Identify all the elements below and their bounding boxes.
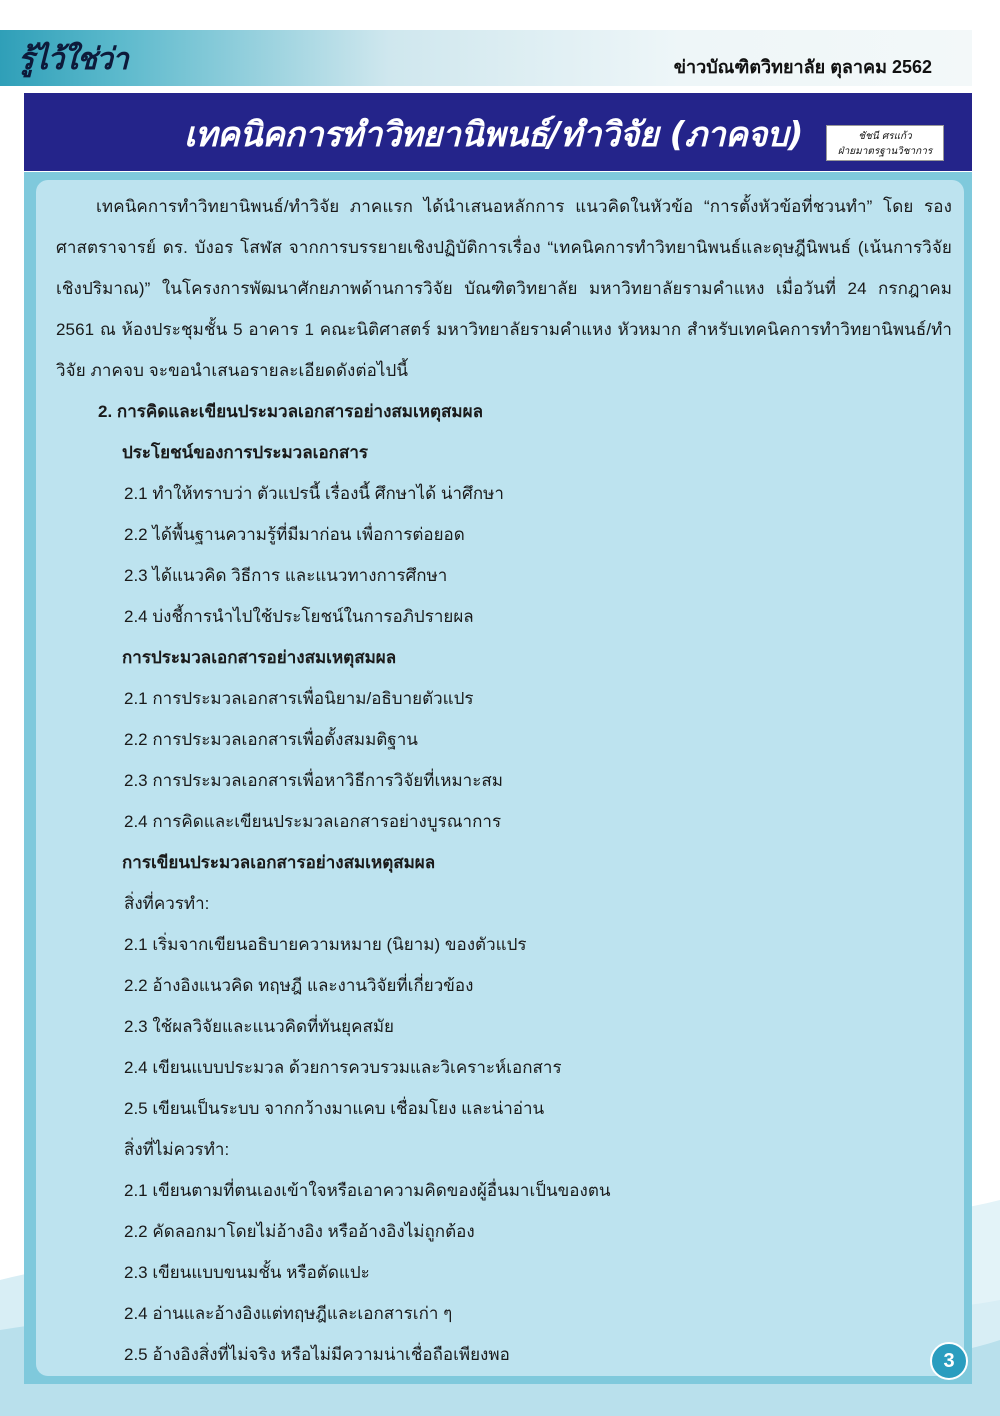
dont-label: สิ่งที่ไม่ควรทำ:: [124, 1140, 230, 1159]
column-brand: รู้ไว้ใช่ว่า: [18, 42, 128, 77]
intro-paragraph: เทคนิคการทำวิทยานิพนธ์/ทำวิจัย ภาคแรก ได้นำเสนอหลักการ แนวคิดในหัวข้อ “การตั้งหัวข้อที่ชวนทำ” โดย รองศาสตราจารย์ ดร. บังอร โสฬส จากการบรรยายเชิงปฏิบัติการเรื่อง “เทคนิคการทำวิทยานิพนธ์และดุษฎีนิพนธ์ (เน้นการวิจัยเชิงปริมาณ)” ในโครงการพัฒนาศักยภาพด้านการวิจัย บัณฑิตวิทยาลัย มหาวิทยาลัยรามคำแหง เมื่อวันที่ 24 กรกฎาคม 2561 ณ ห้องประชุมชั้น 5 อาคาร 1 คณะนิติศาสตร์ มหาวิทยาลัยรามคำแหง หัวหมาก สำหรับเทคนิคการทำวิทยานิพนธ์/ทำวิจัย ภาคจบ จะขอนำเสนอรายละเอียดดังต่อไปนี้: [56, 197, 952, 380]
author-department: ฝ่ายมาตรฐานวิชาการ: [837, 146, 933, 157]
reasoned-heading: การประมวลเอกสารอย่างสมเหตุสมผล: [122, 648, 397, 667]
list-item: 2.1 เริ่มจากเขียนอธิบายความหมาย (นิยาม) ของตัวแปร: [124, 935, 527, 954]
section-heading: 2. การคิดและเขียนประมวลเอกสารอย่างสมเหตุสมผล: [98, 402, 484, 421]
list-item: 2.1 เขียนตามที่ตนเองเข้าใจหรือเอาความคิดของผู้อื่นมาเป็นของตน: [124, 1181, 611, 1200]
list-item: 2.2 ได้พื้นฐานความรู้ที่มีมาก่อน เพื่อการต่อยอด: [124, 525, 465, 544]
list-item: 2.2 การประมวลเอกสารเพื่อตั้งสมมติฐาน: [124, 730, 418, 749]
list-item: 2.5 อ้างอิงสิ่งที่ไม่จริง หรือไม่มีความน่าเชื่อถือเพียงพอ: [124, 1345, 510, 1364]
list-item: 2.5 เขียนเป็นระบบ จากกว้างมาแคบ เชื่อมโยง และน่าอ่าน: [124, 1099, 545, 1118]
list-item: 2.3 การประมวลเอกสารเพื่อหาวิธีการวิจัยที่เหมาะสม: [124, 771, 503, 790]
list-item: 2.4 เขียนแบบประมวล ด้วยการควบรวมและวิเคราะห์เอกสาร: [124, 1058, 562, 1077]
list-item: 2.3 ได้แนวคิด วิธีการ และแนวทางการศึกษา: [124, 566, 448, 585]
list-item: 2.2 คัดลอกมาโดยไม่อ้างอิง หรืออ้างอิงไม่ถูกต้อง: [124, 1222, 475, 1241]
list-item: 2.3 เขียนแบบขนมชั้น หรือตัดแปะ: [124, 1263, 370, 1282]
benefits-heading: ประโยชน์ของการประมวลเอกสาร: [122, 443, 368, 462]
author-name: ชัชนี ศรแก้ว: [858, 131, 912, 142]
author-box: [826, 125, 944, 161]
article-title: เทคนิคการทำวิทยานิพนธ์/ทำวิจัย (ภาคจบ): [184, 115, 803, 155]
page-number: 3: [930, 1342, 968, 1380]
article-body: [56, 186, 952, 1375]
list-item: 2.3 ใช้ผลวิจัยและแนวคิดที่ทันยุคสมัย: [124, 1017, 394, 1036]
title-banner: [24, 93, 972, 171]
list-item: 2.4 อ่านและอ้างอิงแต่ทฤษฎีและเอกสารเก่า ๆ: [124, 1304, 453, 1323]
list-item: 2.4 การคิดและเขียนประมวลเอกสารอย่างบูรณาการ: [124, 812, 502, 831]
list-item: 2.1 ทำให้ทราบว่า ตัวแปรนี้ เรื่องนี้ ศึกษาได้ น่าศึกษา: [124, 484, 504, 503]
list-item: 2.4 บ่งชี้การนำไปใช้ประโยชน์ในการอภิปรายผล: [124, 607, 474, 626]
list-item: 2.2 อ้างอิงแนวคิด ทฤษฎี และงานวิจัยที่เกี่ยวข้อง: [124, 976, 474, 995]
issue-label: ข่าวบัณฑิตวิทยาลัย ตุลาคม 2562: [673, 57, 932, 77]
list-item: 2.1 การประมวลเอกสารเพื่อนิยาม/อธิบายตัวแปร: [124, 689, 474, 708]
writing-heading: การเขียนประมวลเอกสารอย่างสมเหตุสมผล: [122, 853, 436, 872]
do-label: สิ่งที่ควรทำ:: [124, 894, 210, 913]
